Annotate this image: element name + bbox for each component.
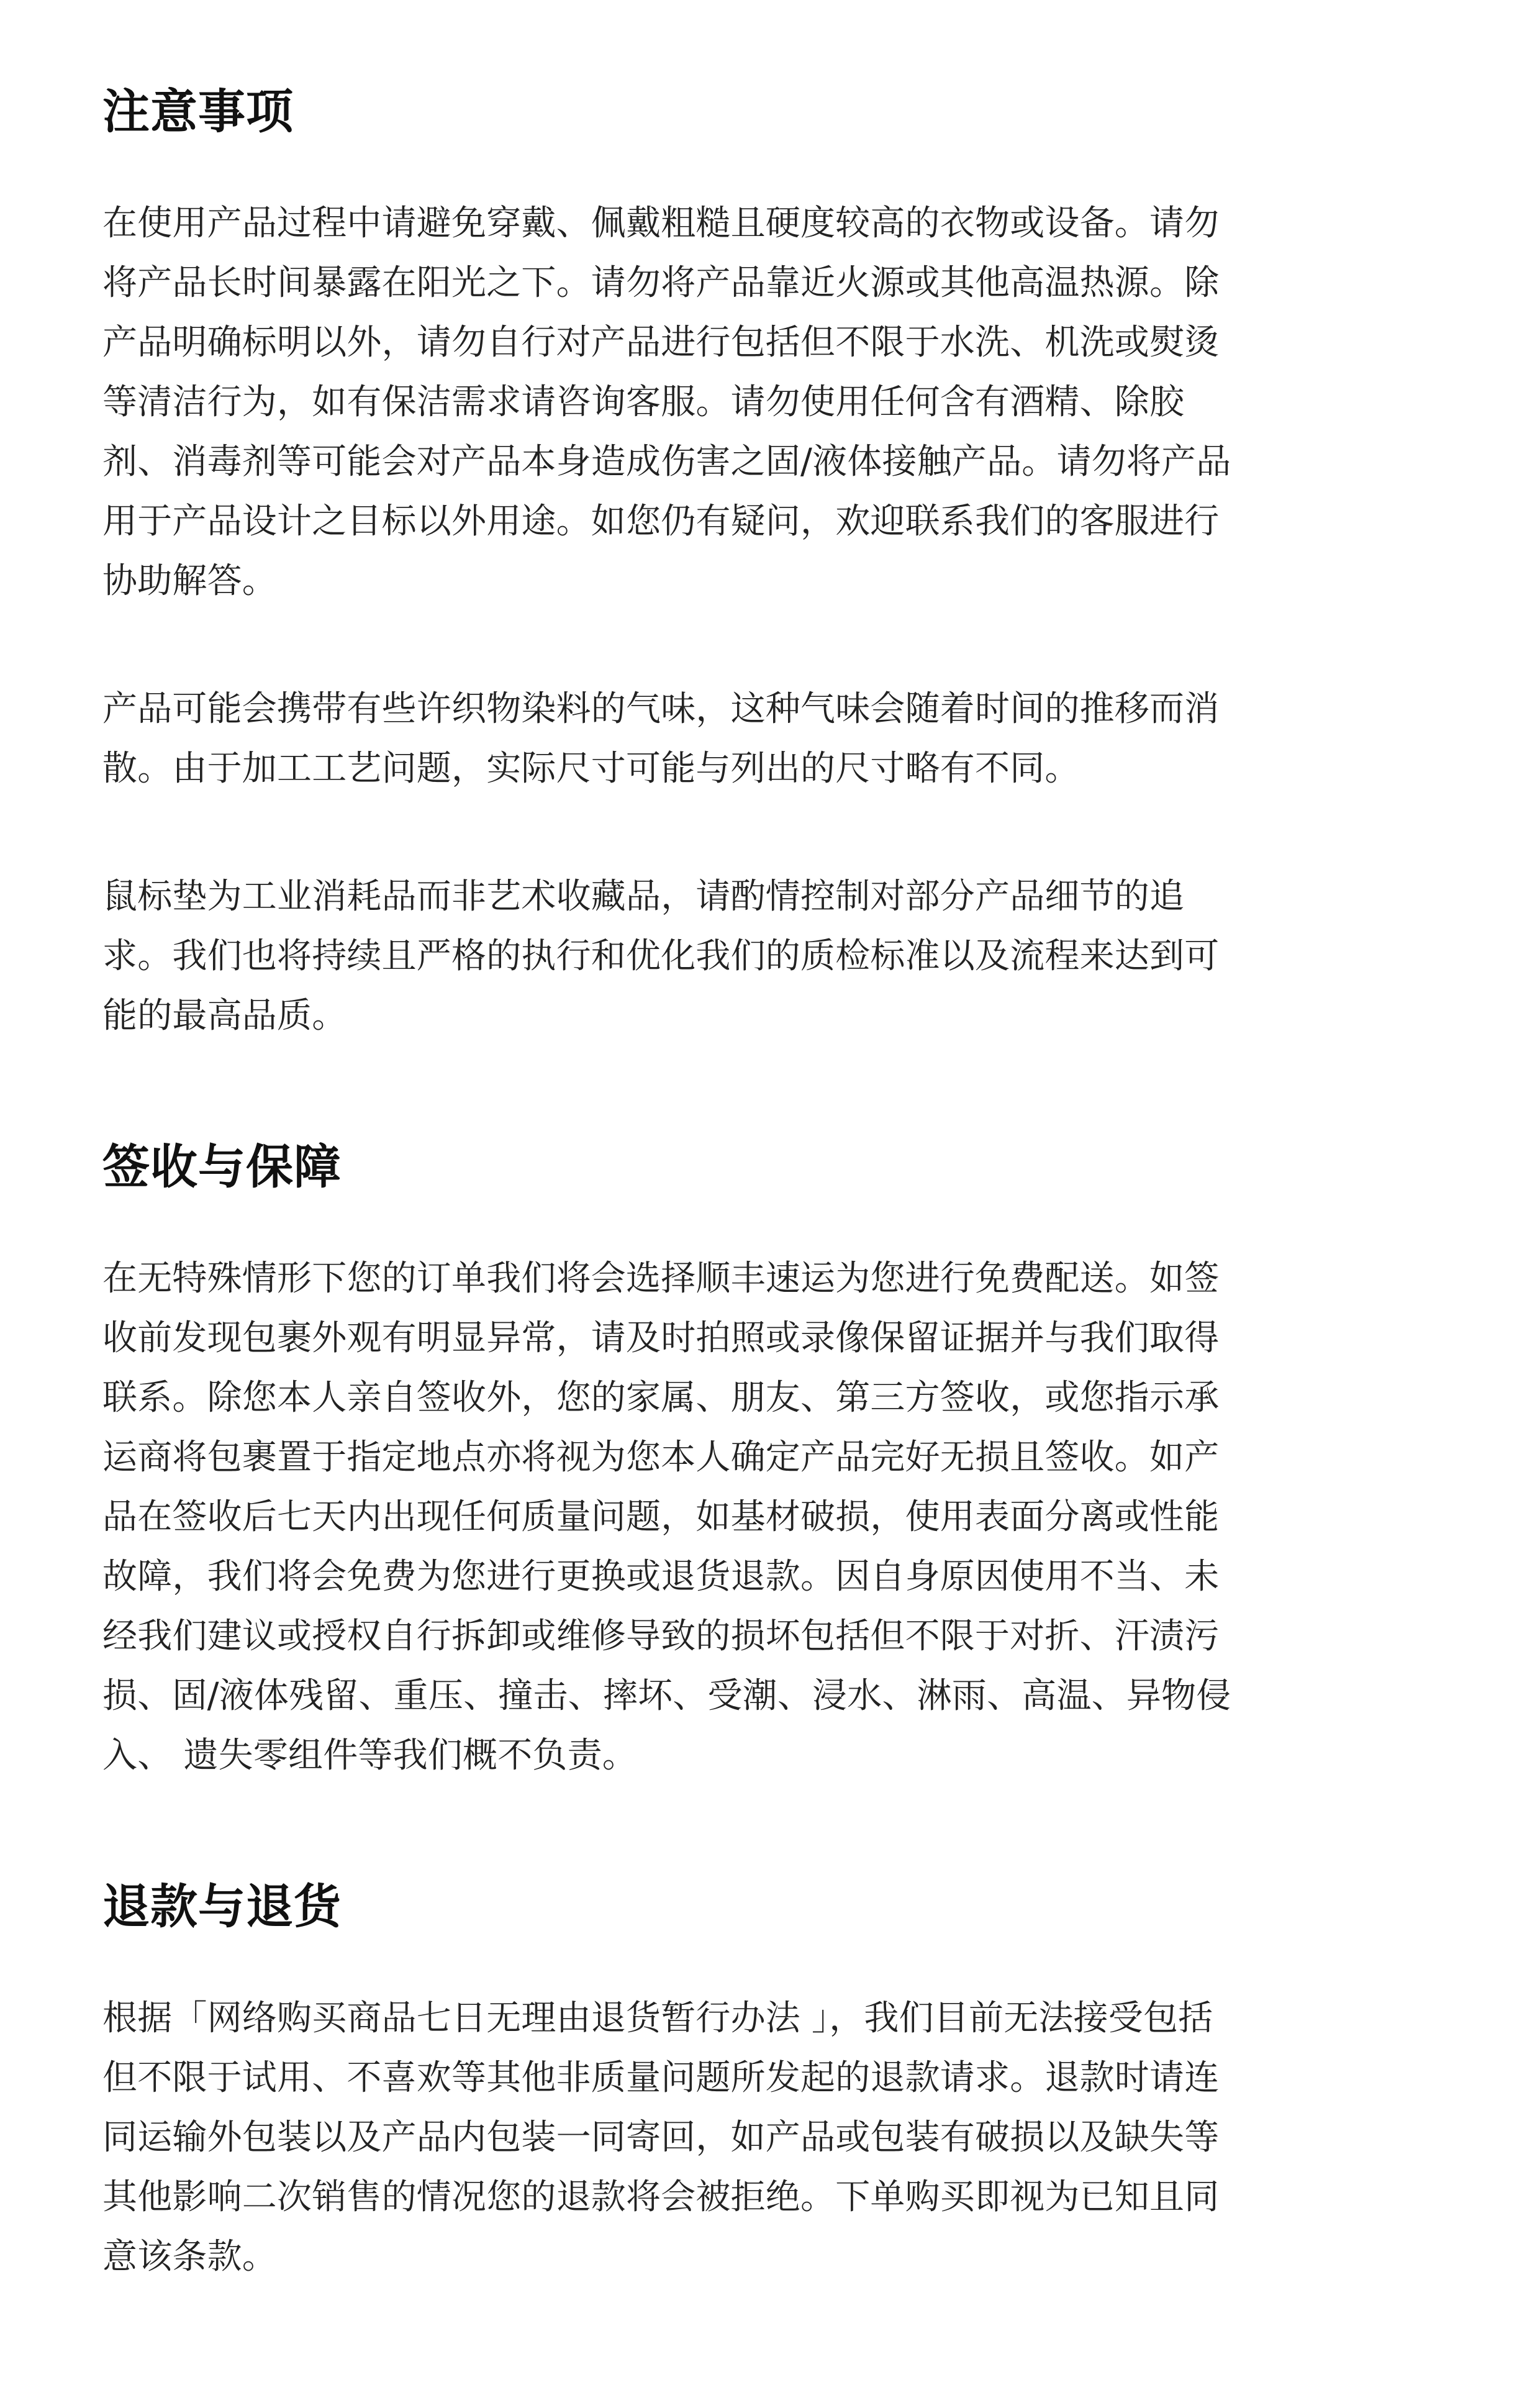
refund-return-paragraph: 根据「网络购买商品七日无理由退货暂行办法 」，我们目前无法接受包括 但不限于试用、不喜欢等其他非质量问题所发起的退款请求。退款时请连 同运输外包装以及产品内包装一同寄回，如产品或包装有破损以及缺失等 其他影响二次销售的情况您的退款将会被拒绝。下单购买即视为已知且同 意该条款。 xyxy=(102,1998,1220,2277)
receipt-guarantee-paragraph: 在无特殊情形下您的订单我们将会选择顺丰速运为您进行免费配送。如签 收前发现包裹外观有明显异常，请及时拍照或录像保留证据并与我们取得 联系。除您本人亲自签收外，您的家属、朋友、第三方签收，或您指示承 运商将包裹置于指定地点亦将视为您本人确定产品完好无损且签收。如产 品在签收后七天内出现任何质量问题，如基材破损，使用表面分离或性能 故障，我们将会免费为您进行更换或退货退款。因自身原因使用不当、未 经我们建议或授权自行拆卸或维修导致的损坏包括但不限于对折、汗渍污 损、固/液体残留、重压、撞击、摔坏、受潮、浸水、淋雨、高温、异物侵 入、 遗失零组件等我们概不负责。 xyxy=(102,1258,1231,1776)
notice-paragraph-1: 在使用产品过程中请避免穿戴、佩戴粗糙且硬度较高的衣物或设备。请勿 将产品长时间暴露在阳光之下。请勿将产品靠近火源或其他高温热源。除 产品明确标明以外，请勿自行对产品进行包括但不限于水洗、机洗或熨烫 等清洁行为，如有保洁需求请咨询客服。请勿使用任何含有酒精、除胶 剂、消毒剂等可能会对产品本身造成伤害之固/液体接触产品。请勿将产品 用于产品设计之目标以外用途。如您仍有疑问，欢迎联系我们的客服进行 协助解答。 xyxy=(102,203,1231,601)
refund-return-section xyxy=(102,1876,1431,2287)
refund-return-title: 退款与退货 xyxy=(102,1879,342,1934)
notice-paragraph-3: 鼠标垫为工业消耗品而非艺术收藏品，请酌情控制对部分产品细节的追 求。我们也将持续且严格的执行和优化我们的质检标准以及流程来达到可 能的最高品质。 xyxy=(102,876,1220,1036)
policy-content xyxy=(102,81,1431,2287)
notice-title: 注意事项 xyxy=(102,84,294,139)
receipt-guarantee-title: 签收与保障 xyxy=(102,1139,342,1194)
notice-section xyxy=(102,81,1431,1046)
notice-paragraph-2: 产品可能会携带有些许织物染料的气味，这种气味会随着时间的推移而消 散。由于加工工艺问题，实际尺寸可能与列出的尺寸略有不同。 xyxy=(102,689,1220,789)
receipt-guarantee-section xyxy=(102,1136,1431,1786)
